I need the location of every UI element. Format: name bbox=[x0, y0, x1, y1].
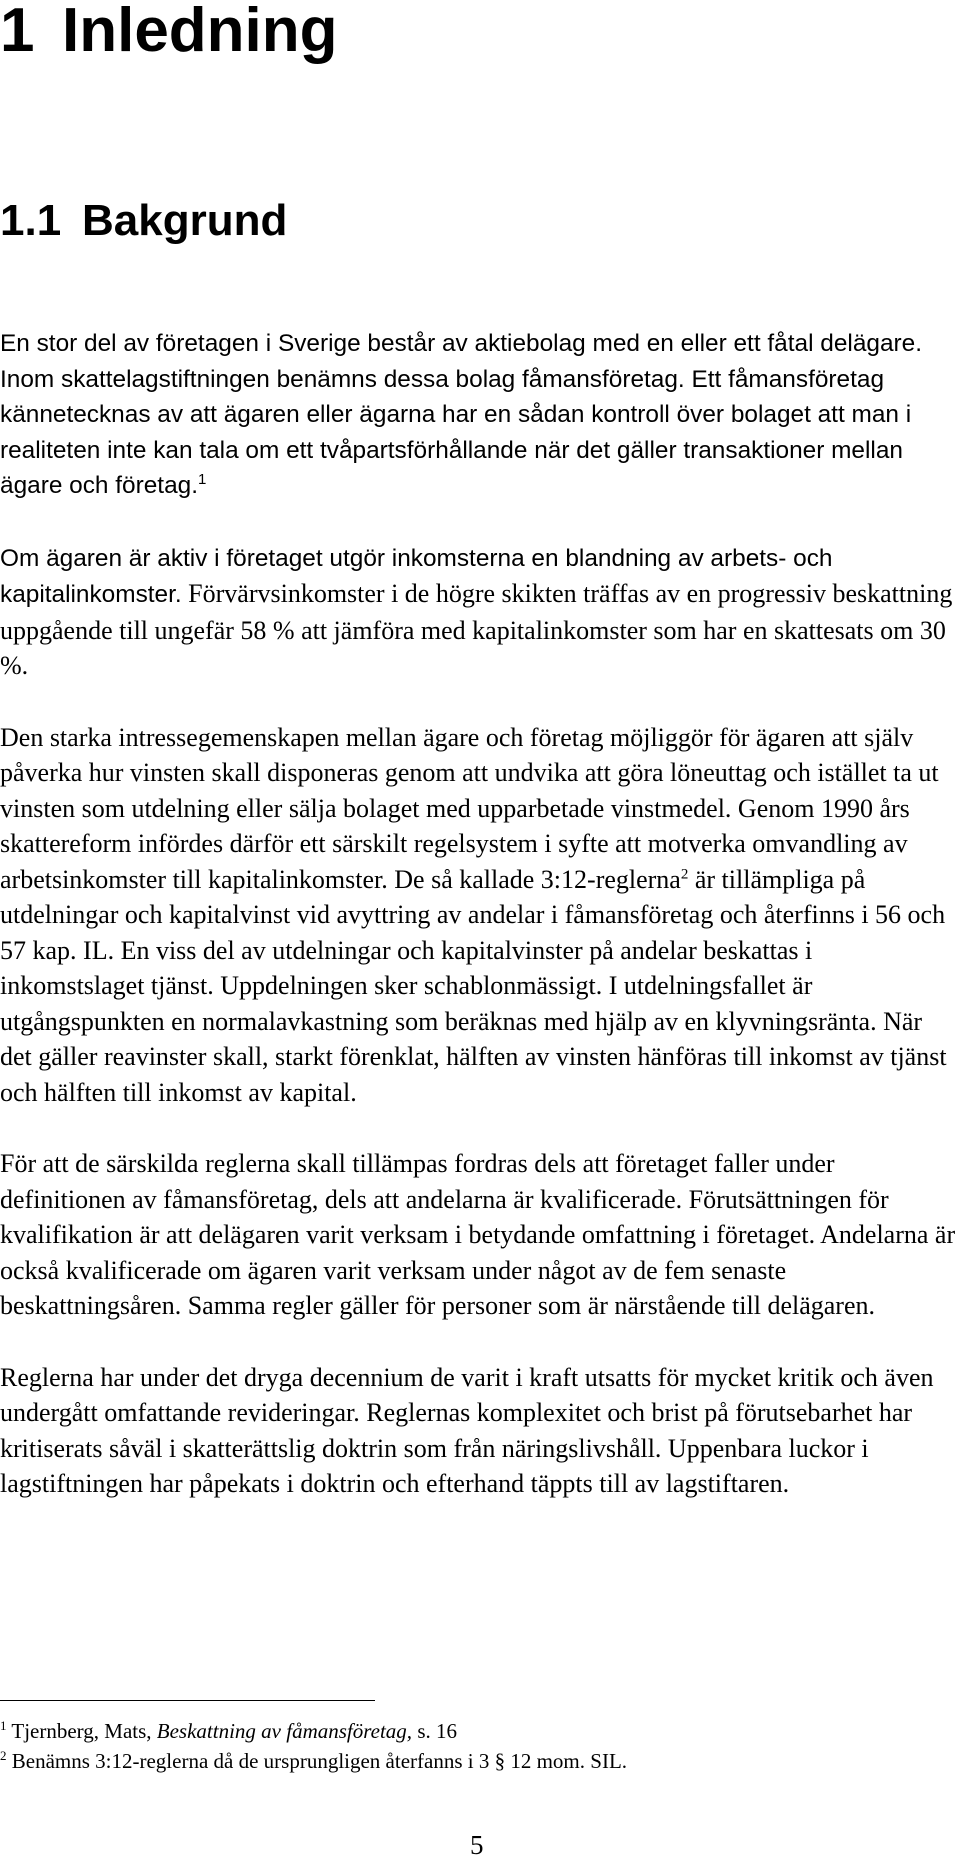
footnote-divider bbox=[0, 1700, 375, 1701]
paragraph-1 bbox=[0, 326, 960, 504]
footnotes bbox=[0, 1716, 960, 1776]
footnote-ref-1[interactable]: 1 bbox=[197, 470, 207, 488]
section-title: Bakgrund bbox=[82, 196, 288, 245]
paragraph-2 bbox=[0, 540, 960, 684]
footnote-2 bbox=[0, 1746, 960, 1776]
paragraph-4 bbox=[0, 1146, 960, 1324]
paragraph-3-text-cont: är tillämpliga på utdelningar och kapitalvinst vid avyttring av andelar i fåmansföretag och återfinns i 56 och 57 kap. IL. En viss del av utdelningar och kapitalvinster på andelar beskattas i inkomstslaget tjänst. Uppdelningen sker schablonmässigt. I utdelningsfallet är utgångspunkten en normalavkastning som beräknas med hjälp av en klyvningsränta. När det gäller reavinster skall, starkt förenklat, hälften av vinsten hänföras till inkomst av tjänst och hälften till inkomst av kapital. bbox=[0, 864, 947, 1107]
page-number: 5 bbox=[470, 1830, 484, 1860]
footnote-1-title: Beskattning av fåmansföretag, bbox=[156, 1719, 413, 1743]
footnote-ref-2[interactable]: 2 bbox=[680, 865, 689, 882]
paragraph-4-text: För att de särskilda reglerna skall tillämpas fordras dels att företaget faller under definitionen av fåmansföretag, dels att andelarna är kvalificerade. Förutsättningen för kvalifikation är att delägaren varit verksam i betydande omfattning i företaget. Andelarna är också kvalificerade om ägaren varit verksam under något av de fem senaste beskattningsåren. Samma regler gäller för personer som är närstående till delägaren. bbox=[0, 1149, 956, 1320]
footnote-2-text: Benämns 3:12-reglerna då de ursprungligen återfanns i 3 § 12 mom. SIL. bbox=[6, 1749, 628, 1773]
paragraph-3-text: Den starka intressegemenskapen mellan ägare och företag möjliggör för ägaren att själv påverka hur vinsten skall disponeras genom att undvika att göra löneuttag och istället ta ut vinsten som utdelning eller sälja bolaget med upparbetade vinstmedel. Genom 1990 års skattereform infördes därför ett särskilt regelsystem i syfte att motverka omvandling av arbetsinkomster till kapitalinkomster. De så kallade 3:12-reglerna bbox=[0, 722, 939, 894]
section-heading bbox=[0, 196, 287, 246]
footnote-1-prefix: Tjernberg, Mats, bbox=[6, 1719, 157, 1743]
paragraph-5 bbox=[0, 1360, 960, 1502]
chapter-number: 1 bbox=[0, 0, 35, 65]
section-number: 1.1 bbox=[0, 196, 62, 245]
footnote-1-mark: 1 bbox=[0, 1718, 7, 1733]
paragraph-2-text: Förvärvsinkomster i de högre skikten träffas av en progressiv beskattning uppgående till ungefär 58 % att jämföra med kapitalinkomster som har en skattesats om 30 %. bbox=[0, 579, 953, 680]
chapter-title: Inledning bbox=[62, 0, 338, 65]
footnote-1-suffix: s. 16 bbox=[412, 1719, 457, 1743]
paragraph-5-text: Reglerna har under det dryga decennium de varit i kraft utsatts för mycket kritik och även undergått omfattande revideringar. Reglernas komplexitet och brist på förutsebarhet har kritiserats såväl i skatterättslig doktrin som från näringslivshåll. Uppenbara luckor i lagstiftningen har påpekats i doktrin och efterhand täppts till av lagstiftaren. bbox=[0, 1362, 934, 1498]
body-text bbox=[0, 326, 960, 1538]
footnote-2-mark: 2 bbox=[0, 1748, 7, 1763]
paragraph-3 bbox=[0, 720, 960, 1111]
paragraph-2-lead: Om ägaren är aktiv i företaget utgör inkomsterna en blandning av arbets- och kapitalinkomster. bbox=[0, 544, 833, 608]
footnote-1 bbox=[0, 1716, 960, 1746]
chapter-heading bbox=[0, 0, 338, 65]
paragraph-1-text: En stor del av företagen i Sverige består av aktiebolag med en eller ett fåtal delägare. Inom skattelagstiftningen benämns dessa bolag fåmansföretag. Ett fåmansföretag kännetecknas av att ägaren eller ägarna har en sådan kontroll över bolaget att man i realiteten inte kan tala om ett tvåpartsförhållande när det gäller transaktioner mellan ägare och företag. bbox=[0, 330, 922, 499]
